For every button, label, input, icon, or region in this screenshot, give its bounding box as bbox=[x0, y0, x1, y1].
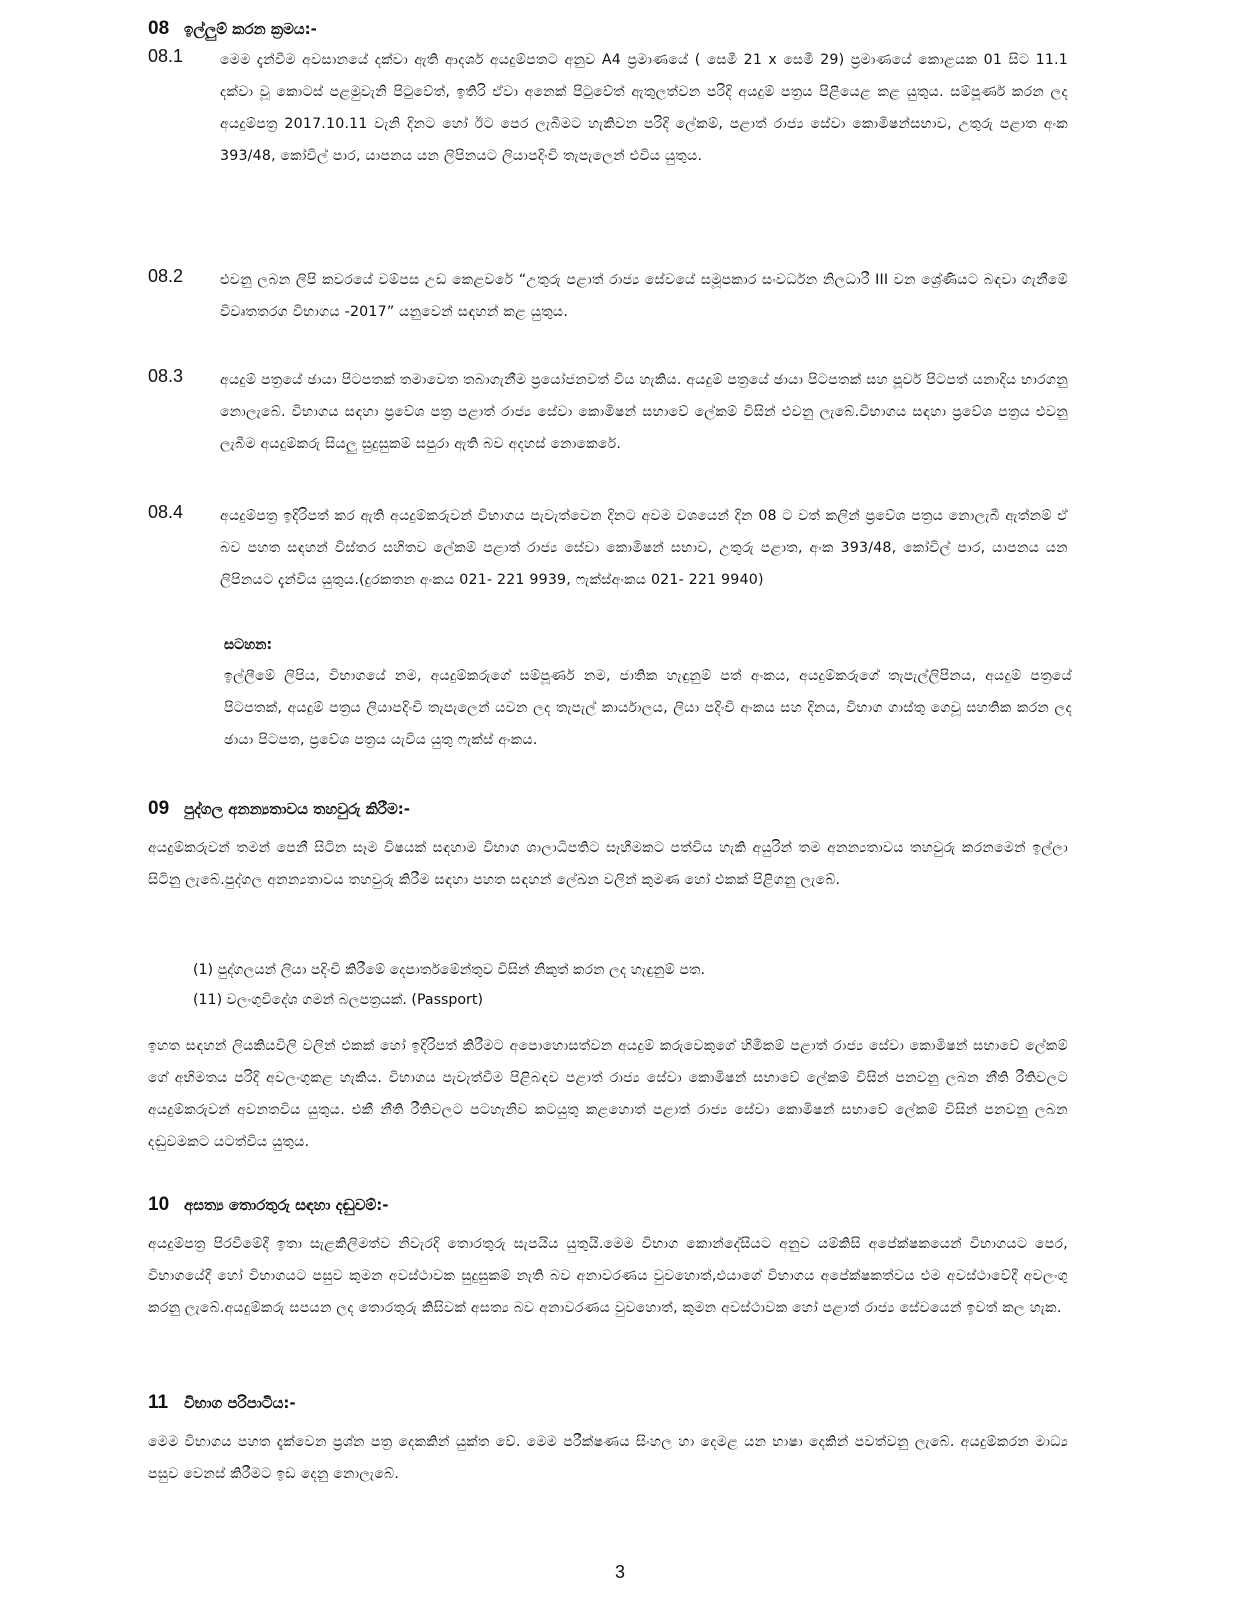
clause-text: අයදුම්පත්‍ර ඉදිරිපත් කර ඇති අයදුම්කරුවන් විභාගය පැවැත්වෙන දිනට අවම වශයෙන් දින 08 ට වත් කලින් ප්‍රවේශ පත්‍රය නොලැබී ඇත්නම් ඒ බව පහත සඳහන් විස්තර සහිතව ලේකම් පළාත් රාජ්‍ය සේවා කොමිෂන් සභාව, උතුරු පළාත, අංක 393/48, කෝවිල් පාර, යාපනය යන ලිපිනයට දැන්විය යුතුය.(දුරකතන අංකය 021- 221 9939, ෆැක්ස්අංකය 021- 221 9940) bbox=[220, 508, 1068, 588]
section-number: 09 bbox=[148, 798, 170, 819]
section-number: 08 bbox=[148, 18, 170, 39]
clause-number: 08.4 bbox=[148, 502, 184, 522]
clause-number: 08.2 bbox=[148, 266, 184, 286]
section-title: අසත්‍ය තොරතුරු සඳහා දඬුවම්:- bbox=[184, 1196, 389, 1214]
note-title: සටහන: bbox=[224, 637, 273, 653]
section-11-body bbox=[148, 1426, 1068, 1490]
list-item: (11) වලංගුවිදේශ ගමන් බලපත්‍රයක්. (Passport) bbox=[193, 992, 483, 1008]
section-title: පුද්ගල අනන්‍යතාවය තහවුරු කිරීම:- bbox=[184, 800, 410, 818]
section-09-intro bbox=[148, 832, 1068, 896]
paragraph: ඉහත සඳහන් ලියකියවිලි වලින් එකක් හෝ ඉදිරිපත් කිරීමට අපොහොසත්වන අයදුම් කරුවෙකුගේ හිමිකම් පළාත් රාජ්‍ය සේවා කොමිෂන් සභාවේ ලේකම් ගේ අභිමතය පරිදි අවලංගුකළ හැකිය. විභාගය පැවැත්වීම පිළිබඳව පළාත් රාජ්‍ය සේවා කොමිෂන් සභාවේ ලේකම් විසින් පනවනු ලබන නීති රීතිවලට අයදුම්කරුවන් අවනතවිය යුතුය. එකී නීති රීතිවලට පටහැනිව කටයුතු කළහොත් පළාත් රාජ්‍ය සේවා කොමිෂන් සභාවේ ලේකම් විසින් පනවනු ලබන දඬුවමකට යටත්විය යුතුය. bbox=[148, 1038, 1069, 1150]
paragraph: අයදුම්පත්‍ර පිරවීමේදී ඉතා සැළකිලිමත්ව නිවැරදි තොරතුරු සැපයිය යුතුයි.මෙම විභාග කොන්දේසියට අනුව යම්කිසි අපේක්ෂකයෙන් විභාගයට පෙර, විභාගයේදී හෝ විභාගයට පසුව කුමන අවස්ථාවක සුදුසුකම් නැති බව අනාවරණය වුවහොත්,එයාගේ විභාගය අපේක්ෂකත්වය එම අවස්ථාවේදී අවලංගු කරනු ලැබේ.අයදුම්කරු සපයන ලද තොරතුරු කිසිවක් අසත්‍ය බව අනාවරණය වුවහොත්, කුමන අවස්ථාවක හෝ පළාත් රාජ්‍ය සේවයෙන් ඉවත් කල හැක. bbox=[148, 1236, 1068, 1316]
clause-08-3 bbox=[148, 364, 1068, 460]
section-09-heading bbox=[148, 798, 410, 820]
clause-08-1 bbox=[148, 44, 1068, 172]
note-block bbox=[224, 630, 1072, 756]
clause-08-2 bbox=[148, 264, 1068, 328]
paragraph: අයදුම්කරුවන් තමන් පෙනී සිටින සෑම විෂයක් සඳහාම විභාග ශාලාධිපතිට සෑහීමකට පත්විය හැකි අයුරින් තම අනන්‍යතාවය තහවුරු කරනමෙන් ඉල්ලා සිටිනු ලැබේ.පුද්ගල අනන්‍යතාවය තහවුරු කිරීම සඳහා පහත සඳහන් ලේඛන වලින් කුමණ හෝ එකක් පිළිගනු ලැබේ. bbox=[148, 840, 1068, 888]
clause-text: අයදුම් පත්‍රයේ ඡායා පිටපතක් තමාවෙත තබාගැනීම ප්‍රයෝජනවත් විය හැකිය. අයදුම් පත්‍රයේ ඡායා පිටපතක් සහ පූර්ව පිටපත් යනාදිය භාරගනු නොලැබේ. විභාගය සඳහා ප්‍රවේශ පත්‍ර පළාත් රාජ්‍ය සේවා කොමිෂන් සභාවේ ලේකම් විසින් එවනු ලැබේ.විභාගය සඳහා ප්‍රවේශ පත්‍රය එවනු ලැබීම අයදුම්කරු සියලු සුදුසුකම් සපුරා ඇති බව අදහස් නොකෙරේ. bbox=[220, 372, 1068, 452]
section-10-heading bbox=[148, 1194, 389, 1216]
note-text: ඉල්ලීමේ ලිපිය, විභාගයේ නම, අයදුම්කරුගේ සම්පූර්ණ නම, ජාතික හැඳුනුම් පත් අංකය, අයදුම්කරුගේ තැපැල්ලිපිනය, අයදුම් පත්‍රයේ පිටපතක්, අයදුම් පත්‍රය ලියාපදිංචි තැපැලෙන් යවන ලද තැපැල් කාර්යාලය, ලියා පදිංචි අංකය සහ දිනය, විභාග ගාස්තු ගෙවූ සහතික කරන ලද ඡායා පිටපත, ප්‍රවේශ පත්‍රය යැවිය යුතු ෆැක්ස් අංකය. bbox=[224, 668, 1072, 748]
section-number: 10 bbox=[148, 1194, 170, 1215]
list-item: (1) පුද්ගලයන් ලියා පදිංචි කිරීමේ දෙපාර්තමේන්තුව විසින් නිකුත් කරන ලද හැඳුනුම් පත. bbox=[193, 962, 706, 978]
clause-text: මෙම දැන්වීම අවසානයේ දක්වා ඇති ආදර්ශ අයදුම්පතට අනුව A4 ප්‍රමාණයේ ( සෙමී 21 x සෙමී 29) ප්‍රමාණයේ කොළයක 01 සිට 11.1 දක්වා වූ කොටස් පළමුවැනි පිටුවේත්, ඉතිරි ඒවා අනෙක් පිටුවේත් ඇතුලත්වන පරිදි අයදුම් පත්‍රය පිළියෙළ කළ යුතුය. සම්පූර්ණ කරන ලද අයදුම්පත්‍ර 2017.10.11 වැනි දිනට හෝ ඊට පෙර ලැබීමට හැකිවන පරිදි ලේකම්, පළාත් රාජ්‍ය සේවා කොමිෂන්සභාව, උතුරු පළාත අංක 393/48, කෝවිල් පාර, යාපනය යන ලිපිනයට ලියාපදිංචි තැපැලෙන් එවිය යුතුය. bbox=[220, 52, 1068, 164]
clause-number: 08.3 bbox=[148, 366, 184, 386]
section-title: ඉල්ලුම් කරන ක්‍රමය:- bbox=[184, 20, 317, 38]
clause-text: එවනු ලබන ලිපි කවරයේ වම්පස උඩ කෙළවරේ “උතුරු පළාත් රාජ්‍ය සේවයේ සමූපකාර සංවර්ධන නිලධාරී III වන ශ්‍රේණියට බඳවා ගැනීමේ විවෘතතරග විභාගය -2017” යනුවෙන් සඳහන් කළ යුතුය. bbox=[220, 272, 1068, 320]
section-11-heading bbox=[148, 1392, 296, 1414]
section-08-heading bbox=[148, 18, 317, 40]
section-09-body bbox=[148, 1030, 1068, 1158]
section-10-body bbox=[148, 1228, 1068, 1324]
clause-08-4 bbox=[148, 500, 1068, 596]
page-number: 3 bbox=[614, 1562, 625, 1582]
section-number: 11 bbox=[148, 1392, 169, 1413]
clause-number: 08.1 bbox=[148, 46, 184, 66]
paragraph: මෙම විභාගය පහත දැක්වෙන ප්‍රශ්න පත්‍ර දෙකකින් යුක්ත වේ. මෙම පරීක්ෂණය සිංහල හා දෙමළ යන භාෂා දෙකින් පවත්වනු ලැබේ. අයදුම්කරන මාධ්‍ය පසුව වෙනස් කිරීමට ඉඩ දෙනු නොලැබේ. bbox=[148, 1434, 1068, 1482]
section-title: විභාග පරිපාටිය:- bbox=[184, 1394, 296, 1412]
